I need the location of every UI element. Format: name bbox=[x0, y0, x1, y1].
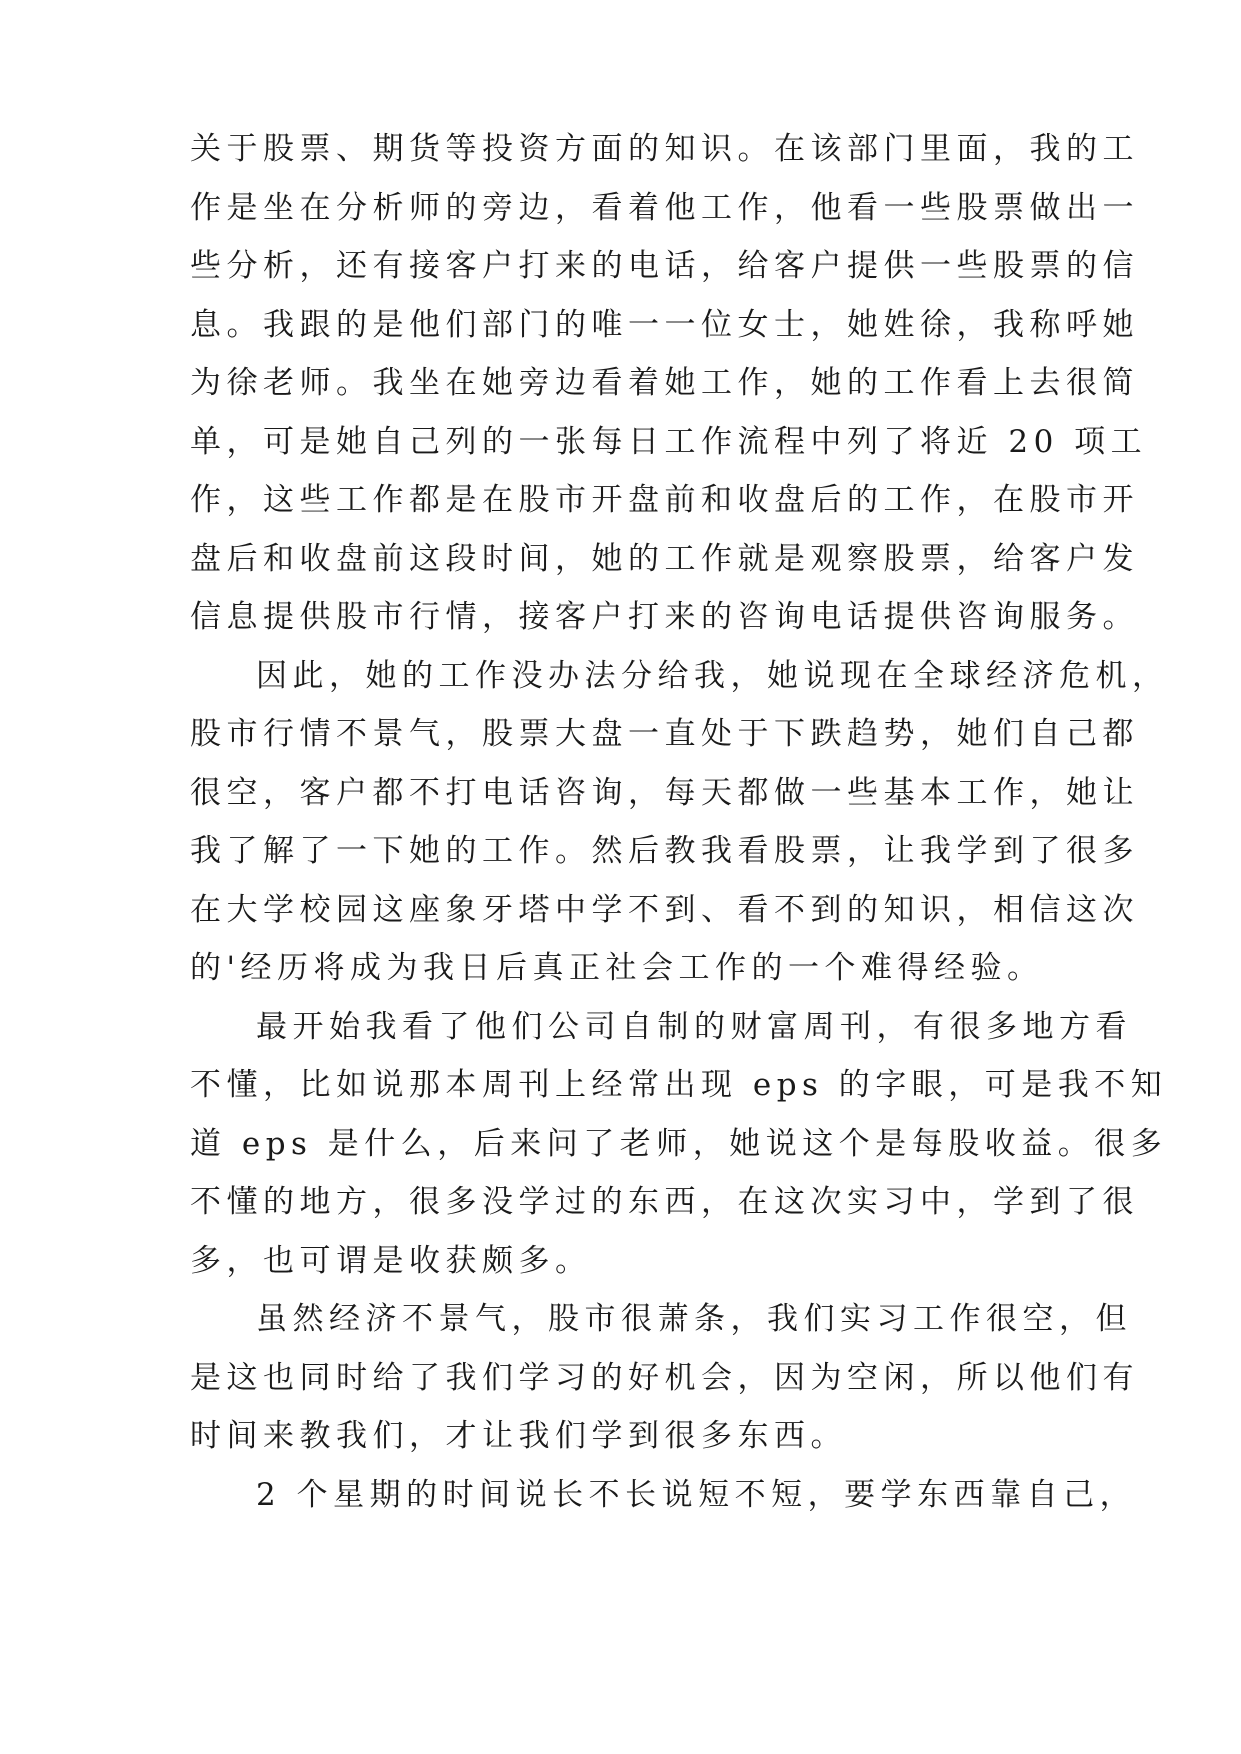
text-line: 不懂的地方，很多没学过的东西，在这次实习中，学到了很 bbox=[190, 1184, 1139, 1220]
text-line: 在大学校园这座象牙塔中学不到、看不到的知识，相信这次 bbox=[190, 891, 1139, 928]
text-line: 不懂，比如说那本周刊上经常出现 eps 的字眼，可是我不知 bbox=[190, 1067, 1168, 1103]
text-line: 关于股票、期货等投资方面的知识。在该部门里面，我的工 bbox=[190, 131, 1139, 167]
text-line: 道 eps 是什么，后来问了老师，她说这个是每股收益。很多 bbox=[190, 1125, 1168, 1162]
text-line: 很空，客户都不打电话咨询，每天都做一些基本工作，她让 bbox=[190, 774, 1139, 811]
text-line: 盘后和收盘前这段时间，她的工作就是观察股票，给客户发 bbox=[190, 540, 1139, 577]
text-line: 是这也同时给了我们学习的好机会，因为空闲，所以他们有 bbox=[190, 1359, 1139, 1396]
text-line: 些分析，还有接客户打来的电话，给客户提供一些股票的信 bbox=[190, 248, 1139, 284]
document-body-text bbox=[190, 120, 1169, 1524]
text-line: 的'经历将成为我日后真正社会工作的一个难得经验。 bbox=[190, 950, 1044, 986]
text-line: 信息提供股市行情，接客户打来的咨询电话提供咨询服务。 bbox=[190, 599, 1139, 635]
text-line: 息。我跟的是他们部门的唯一一位女士，她姓徐，我称呼她 bbox=[190, 306, 1139, 343]
paragraph-start-line: 因此，她的工作没办法分给我，她说现在全球经济危机， bbox=[256, 657, 1169, 694]
paragraph-start-line: 2 个星期的时间说长不长说短不短，要学东西靠自己， bbox=[256, 1476, 1137, 1513]
text-line: 多，也可谓是收获颇多。 bbox=[190, 1242, 592, 1279]
paragraph-start-line: 最开始我看了他们公司自制的财富周刊，有很多地方看 bbox=[256, 1008, 1132, 1045]
text-line: 股市行情不景气，股票大盘一直处于下跌趋势，她们自己都 bbox=[190, 716, 1139, 752]
text-line: 作是坐在分析师的旁边，看着他工作，他看一些股票做出一 bbox=[190, 189, 1139, 226]
text-line: 我了解了一下她的工作。然后教我看股票，让我学到了很多 bbox=[190, 833, 1139, 869]
text-line: 为徐老师。我坐在她旁边看着她工作，她的工作看上去很简 bbox=[190, 365, 1139, 401]
text-line: 单，可是她自己列的一张每日工作流程中列了将近 20 项工 bbox=[190, 423, 1148, 460]
text-line: 时间来教我们，才让我们学到很多东西。 bbox=[190, 1418, 847, 1454]
paragraph-start-line: 虽然经济不景气，股市很萧条，我们实习工作很空，但 bbox=[256, 1301, 1132, 1337]
text-line: 作，这些工作都是在股市开盘前和收盘后的工作，在股市开 bbox=[190, 482, 1139, 518]
